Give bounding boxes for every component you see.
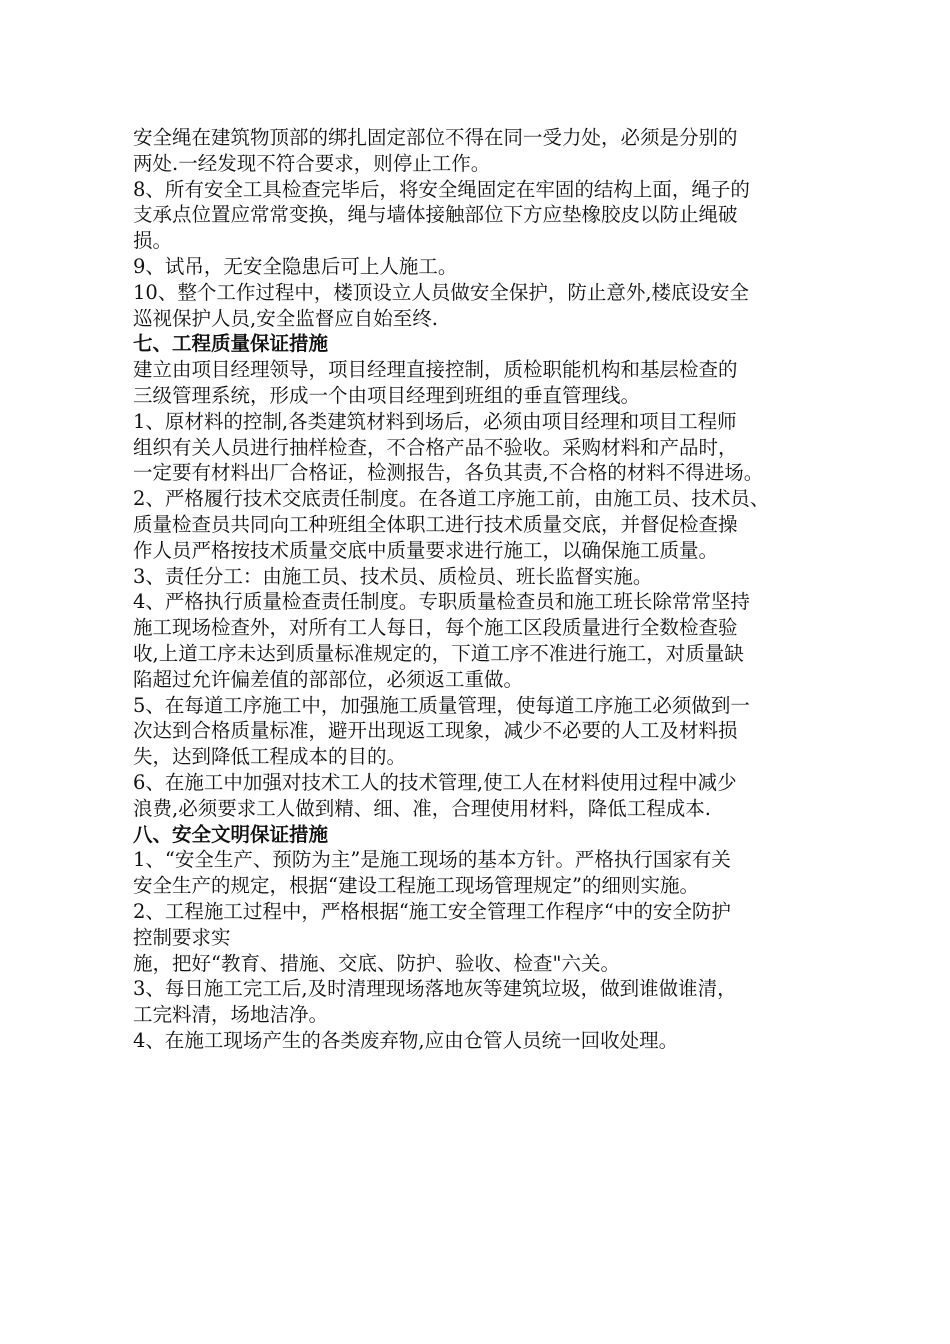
text-line: 三级管理系统，形成一个由项目经理到班组的垂直管理线。 [133, 383, 641, 407]
text-line: 失，达到降低工程成本的目的。 [133, 745, 407, 769]
text-line: 2、严格履行技术交底责任制度。在各道工序施工前，由施工员、技术员、 [133, 487, 770, 511]
text-line: 控制要求实 [133, 925, 231, 949]
text-line: 5、在每道工序施工中，加强施工质量管理，使每道工序施工必须做到一 [133, 693, 750, 717]
text-line: 安全生产的规定，根据“建设工程施工现场管理规定”的细则实施。 [133, 874, 699, 898]
section-heading: 八、安全文明保证措施 [133, 822, 329, 846]
text-line: 两处.一经发现不符合要求，则停止工作。 [133, 151, 491, 175]
text-line: 浪费,必须要求工人做到精、细、准，合理使用材料，降低工程成本. [133, 796, 711, 820]
text-line: 巡视保护人员,安全监督应自始至终. [133, 306, 438, 330]
text-line: 一定要有材料出厂合格证，检测报告，各负其责,不合格的材料不得进场。 [133, 461, 764, 485]
text-line: 10、整个工作过程中，楼顶设立人员做安全保护，防止意外,楼底设安全 [133, 280, 750, 304]
text-line: 4、严格执行质量检查责任制度。专职质量检查员和施工班长除常常坚持 [133, 590, 750, 614]
text-line: 陷超过允许偏差值的部部位，必须返工重做。 [133, 667, 524, 691]
text-line: 建立由项目经理领导，项目经理直接控制，质检职能机构和基层检查的 [133, 358, 738, 382]
text-line: 质量检查员共同向工种班组全体职工进行技术质量交底，并督促检查操 [133, 512, 738, 536]
text-line: 3、每日施工完工后,及时清理现场落地灰等建筑垃圾，做到谁做谁清， [133, 977, 737, 1001]
text-line: 1、“安全生产、预防为主”是施工现场的基本方针。严格执行国家有关 [133, 848, 731, 872]
text-line: 作人员严格按技术质量交底中质量要求进行施工，以确保施工质量。 [133, 538, 719, 562]
text-line: 6、在施工中加强对技术工人的技术管理,使工人在材料使用过程中减少 [133, 770, 737, 794]
text-line: 1、原材料的控制,各类建筑材料到场后，必须由项目经理和项目工程师 [133, 409, 737, 433]
text-line: 2、工程施工过程中，严格根据“施工安全管理工作程序“中的安全防护 [133, 899, 731, 923]
text-line: 收,上道工序未达到质量标准规定的，下道工序不准进行施工，对质量缺 [133, 641, 744, 665]
text-line: 施工现场检查外，对所有工人每日，每个施工区段质量进行全数检查验 [133, 616, 738, 640]
text-line: 损。 [133, 229, 173, 253]
text-line: 安全绳在建筑物顶部的绑扎固定部位不得在同一受力处，必须是分别的 [133, 126, 738, 149]
section-heading: 七、工程质量保证措施 [133, 332, 329, 356]
text-line: 次达到合格质量标准，避开出现返工现象，减少不必要的人工及材料损 [133, 719, 738, 743]
text-line: 9、试吊，无安全隐患后可上人施工。 [133, 254, 458, 278]
text-line: 4、在施工现场产生的各类废弃物,应由仓管人员统一回收处理。 [133, 1028, 679, 1052]
text-line: 3、责任分工：由施工员、技术员、质检员、班长监督实施。 [133, 564, 653, 588]
text-line: 8、所有安全工具检查完毕后，将安全绳固定在牢固的结构上面，绳子的 [133, 177, 750, 201]
text-line: 施，把好“教育、措施、交底、防护、验收、检查"六关。 [133, 951, 620, 975]
text-line: 支承点位置应常常变换，绳与墙体接触部位下方应垫橡胶皮以防止绳破 [133, 203, 738, 227]
text-line: 组织有关人员进行抽样检查，不合格产品不验收。采购材料和产品时， [133, 435, 738, 459]
text-line: 工完料清，场地洁净。 [133, 1003, 329, 1027]
document-body [133, 125, 838, 1054]
